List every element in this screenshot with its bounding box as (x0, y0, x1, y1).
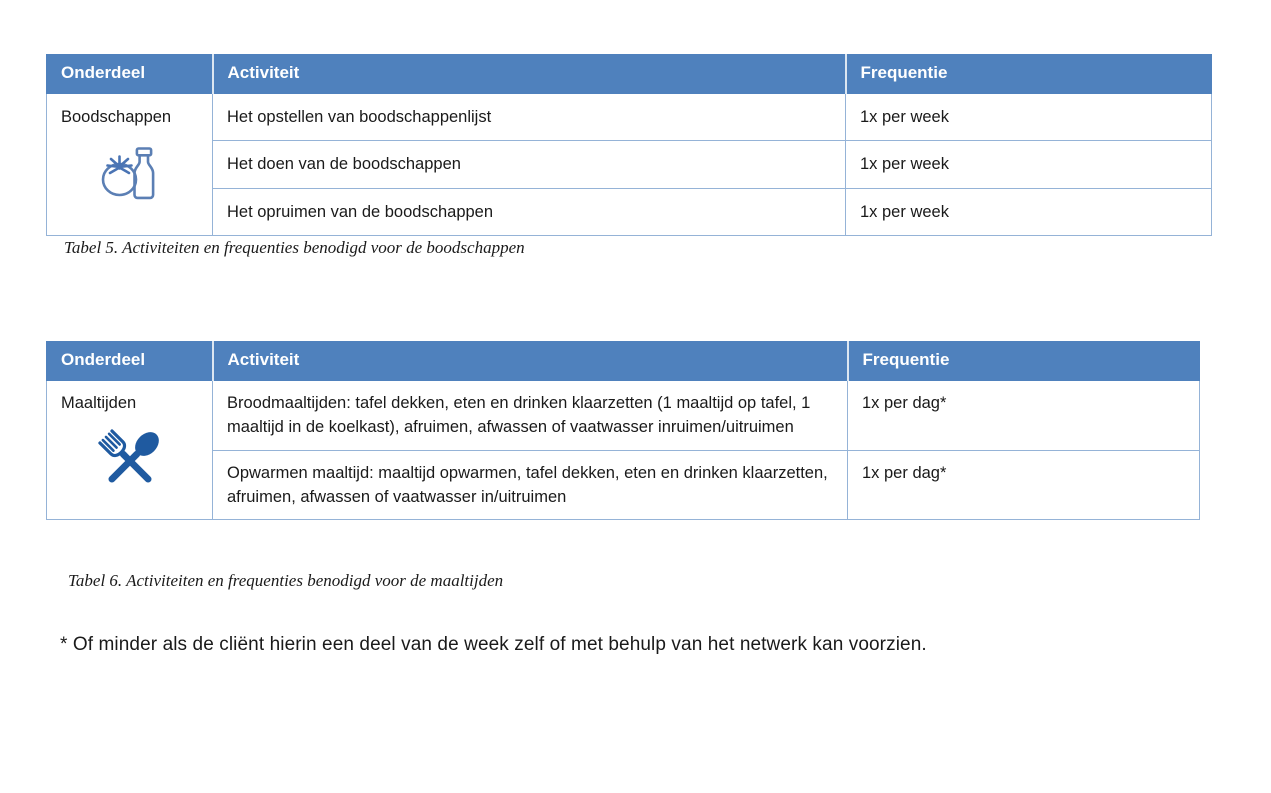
table-boodschappen (46, 54, 1212, 236)
table-row (47, 380, 1200, 450)
table-row (47, 450, 1200, 520)
cell-onderdeel-maaltijden (47, 380, 213, 520)
onderdeel-label: Boodschappen (61, 107, 172, 126)
cell-activiteit: Het opruimen van de boodschappen (213, 188, 846, 235)
cell-frequentie: 1x per week (846, 141, 1212, 188)
cell-activiteit: Broodmaaltijden: tafel dekken, eten en drinken klaarzetten (1 maaltijd op tafel, 1 maaltijd in de koelkast), afruimen, afwassen of vaatwasser inruimen/uitruimen (213, 380, 848, 450)
groceries-icon (61, 135, 198, 220)
column-header-onderdeel: Onderdeel (47, 342, 213, 381)
cell-activiteit: Het doen van de boodschappen (213, 141, 846, 188)
table-caption-tabel6: Tabel 6. Activiteiten en frequenties benodigd voor de maaltijden (68, 571, 504, 590)
table-maaltijden (46, 341, 1200, 520)
column-header-activiteit: Activiteit (213, 342, 848, 381)
table-row (47, 188, 1212, 235)
table-header-row (47, 55, 1212, 94)
column-header-onderdeel: Onderdeel (47, 55, 213, 94)
cell-frequentie: 1x per dag* (848, 380, 1200, 450)
column-header-frequentie: Frequentie (846, 55, 1212, 94)
cell-frequentie: 1x per week (846, 93, 1212, 140)
column-header-frequentie: Frequentie (848, 342, 1200, 381)
table-caption-tabel5: Tabel 5. Activiteiten en frequenties benodigd voor de boodschappen (64, 238, 525, 257)
cell-activiteit: Het opstellen van boodschappenlijst (213, 93, 846, 140)
cutlery-icon (61, 421, 198, 508)
onderdeel-label: Maaltijden (61, 393, 137, 412)
table-row (47, 141, 1212, 188)
table-row (47, 93, 1212, 140)
cell-onderdeel-boodschappen (47, 93, 213, 235)
footnote-text: * Of minder als de cliënt hierin een deel van de week zelf of met behulp van het netwerk kan voorzien. (60, 634, 927, 655)
cell-frequentie: 1x per week (846, 188, 1212, 235)
table-header-row (47, 342, 1200, 381)
column-header-activiteit: Activiteit (213, 55, 846, 94)
cell-frequentie: 1x per dag* (848, 450, 1200, 520)
cell-activiteit: Opwarmen maaltijd: maaltijd opwarmen, tafel dekken, eten en drinken klaarzetten, afruimen, afwassen of vaatwasser in/uitruimen (213, 450, 848, 520)
